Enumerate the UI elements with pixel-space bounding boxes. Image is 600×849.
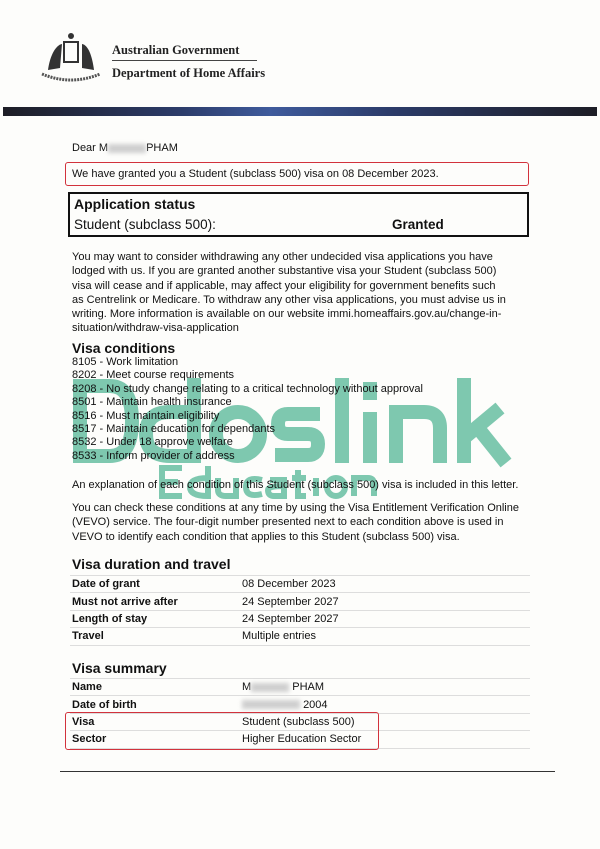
summary-title: Visa summary	[72, 660, 167, 676]
table-row	[70, 593, 530, 610]
paragraph-line: You may want to consider withdrawing any other undecided visa applications you have	[72, 251, 493, 263]
row-value: Student (subclass 500)	[240, 713, 530, 730]
row-value: 24 September 2027	[240, 593, 530, 610]
row-label: Sector	[70, 731, 240, 748]
header-divider	[112, 60, 257, 61]
condition-item: 8208 - No study change relating to a critical technology without approval	[72, 382, 423, 395]
application-status-box	[68, 192, 529, 237]
row-label: Visa	[70, 713, 240, 730]
redacted-name	[251, 683, 289, 692]
name-surname: PHAM	[292, 681, 325, 694]
condition-item: 8517 - Maintain education for dependants	[72, 423, 276, 436]
salutation	[72, 142, 178, 154]
condition-item: 8105 - Work limitation	[72, 356, 179, 368]
department-name: Department of Home Affairs	[112, 66, 266, 80]
table-row	[70, 696, 530, 713]
row-label: Date of birth	[70, 696, 240, 713]
salutation-initial: M	[98, 142, 109, 154]
status-visa: Student (subclass 500):	[74, 217, 216, 232]
paragraph-line: You can check these conditions at any time by using the Visa Entitlement Verification Online	[72, 502, 519, 514]
explanation-text: An explanation of each condition of this Student (subclass 500) visa is included in this letter.	[72, 479, 519, 491]
condition-item: 8533 - Inform provider of address	[72, 449, 235, 462]
row-value	[240, 679, 530, 696]
paragraph-line: visa will cease and if applicable, may affect your eligibility for government benefits such	[72, 279, 496, 292]
grant-notice-box	[65, 162, 529, 186]
paragraph-line: writing. More information is available on our website immi.homeaffairs.gov.au/change-in-	[72, 308, 502, 321]
grant-notice: We have granted you a Student (subclass 500) visa on 08 December 2023.	[72, 168, 439, 180]
paragraph-line: as Centrelink or Medicare. To withdraw any other visa applications, you must advise us in	[72, 293, 506, 306]
status-value: Granted	[392, 217, 444, 232]
row-label: Must not arrive after	[70, 593, 240, 610]
row-value: 24 September 2027	[240, 610, 530, 627]
table-row	[70, 679, 530, 696]
gov-name: Australian Government	[112, 43, 240, 57]
paragraph-line: situation/withdraw-visa-application	[72, 322, 239, 335]
condition-item: 8202 - Meet course requirements	[72, 369, 235, 382]
duration-title: Visa duration and travel	[72, 556, 231, 572]
salutation-dear: Dear	[72, 142, 96, 154]
table-row	[70, 576, 530, 593]
row-label: Travel	[70, 628, 240, 645]
condition-item: 8516 - Must maintain eligibility	[72, 409, 220, 422]
paragraph-line: lodged with us. If you are granted another substantive visa your Student (subclass 500)	[72, 265, 497, 278]
application-status-title: Application status	[74, 196, 196, 212]
coat-of-arms-logo	[38, 30, 104, 86]
footer-divider	[60, 771, 555, 772]
withdraw-paragraph	[72, 250, 532, 336]
visa-conditions-title: Visa conditions	[72, 340, 176, 356]
condition-item: 8501 - Maintain health insurance	[72, 396, 232, 409]
header-bar	[3, 107, 597, 116]
vevo-paragraph	[72, 501, 532, 544]
row-label: Date of grant	[70, 576, 240, 593]
redacted-name	[108, 144, 146, 153]
paragraph-line: VEVO to identify each condition that applies to this Student (subclass 500) visa.	[72, 530, 460, 543]
row-label: Length of stay	[70, 610, 240, 627]
redacted-dob	[242, 700, 300, 709]
salutation-surname: PHAM	[146, 142, 178, 154]
name-initial: M	[242, 681, 252, 694]
row-value	[240, 696, 530, 713]
row-label: Name	[70, 679, 240, 696]
visa-conditions-list	[72, 356, 423, 463]
row-value: Higher Education Sector	[240, 731, 530, 748]
row-value: 08 December 2023	[240, 576, 530, 593]
row-value: Multiple entries	[240, 628, 530, 645]
visa-sector-highlight	[65, 712, 379, 750]
paragraph-line: (VEVO) service. The four-digit number presented next to each condition above is used in	[72, 516, 504, 529]
dob-year: 2004	[303, 698, 328, 711]
duration-table	[70, 575, 530, 646]
table-row	[70, 628, 530, 645]
condition-item: 8532 - Under 18 approve welfare	[72, 436, 233, 449]
table-row	[70, 610, 530, 627]
